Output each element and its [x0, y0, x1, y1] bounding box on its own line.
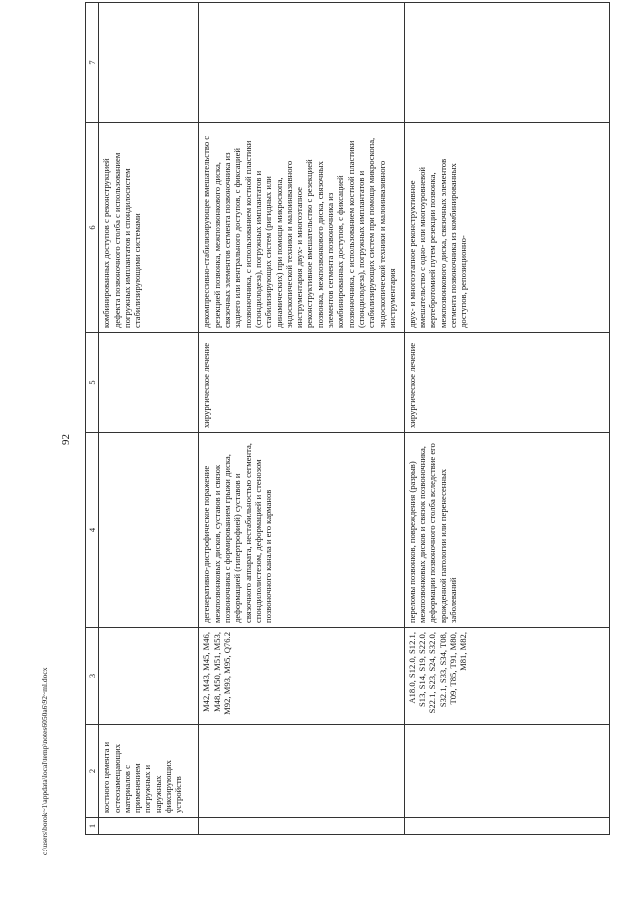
column-header-6: 6 [86, 123, 99, 333]
column-header-1: 1 [86, 818, 99, 835]
table-cell [99, 628, 199, 725]
treatment-type-cell: хирургическое лечение [404, 333, 609, 433]
table-cell [199, 3, 404, 123]
medical-procedures-table-wrapper [85, 20, 610, 835]
procedure-description-cell: двух- и многоэтапное реконструктивное вмешательство с одно- или многоуровневой вертебротомией путем резекции позвонка, межпозвонкового диска, связочных элементов сегмента позвоночника из комбинированных доступов, репозиционно- [404, 123, 609, 333]
table-cell: комбинированных доступов с реконструкцией дефекта позвоночного столба с использованием погружных имплантатов и спондилосистем стабилизирующими системами [99, 123, 199, 333]
medical-procedures-table [85, 2, 610, 835]
table-cell [99, 433, 199, 628]
table-row [199, 3, 404, 835]
treatment-type-cell: хирургическое лечение [199, 333, 404, 433]
table-cell [99, 818, 199, 835]
table-row [404, 3, 609, 835]
column-header-4: 4 [86, 433, 99, 628]
table-cell [199, 818, 404, 835]
table-header-row [86, 3, 99, 835]
page-number: 92 [60, 434, 72, 445]
table-cell [99, 3, 199, 123]
condition-description-cell: переломы позвонков, повреждения (разрыв) межпозвонковых дисков и связок позвоночника, деформации позвоночного столба вследствие его врожденной патологии или перенесенных заболеваний [404, 433, 609, 628]
table-cell [404, 725, 609, 818]
column-header-5: 5 [86, 333, 99, 433]
table-cell [404, 3, 609, 123]
footer-file-path: c:\users\borok~1\appdata\local\temp\notes6050a6\92~ml.docx [40, 667, 49, 855]
table-cell [99, 333, 199, 433]
table-cell [199, 725, 404, 818]
diagnosis-codes-cell: A18.0, S12.0, S12.1, S13, S14, S19, S22.0, S22.1, S23, S24, S32.0, S32.1, S33, S34, T08, T09, T85, T91, M80, M81, M82, [404, 628, 609, 725]
table-row [99, 3, 199, 835]
column-header-7: 7 [86, 3, 99, 123]
table-cell [404, 818, 609, 835]
column-header-3: 3 [86, 628, 99, 725]
table-cell: костного цемента и остеозамещающих материалов с применением погружных и наружных фиксирующих устройств [99, 725, 199, 818]
diagnosis-codes-cell: M42, M43, M45, M46, M48, M50, M51, M53, M92, M93, M95, Q76.2 [199, 628, 404, 725]
column-header-2: 2 [86, 725, 99, 818]
procedure-description-cell: декомпрессивно-стабилизирующее вмешательство с резекцией позвонка, межпозвонкового диска, связочных элементов сегмента позвоночника из заднего или вентрального доступов, с фиксацией позвоночника, с использованием костной пластики (спондилодеза), погружных имплантатов и стабилизирующих систем (ригидных или динамических) при помощи микроскопа, эндоскопической техники и малоинвазивного инструментария двух- и многоэтапное реконструктивное вмешательство с резекцией позвонка, межпозвонкового диска, связочных элементов сегмента позвоночника из комбинированных доступов, с фиксацией позвоночника, с использованием костной пластики (спондилодеза), погружных имплантатов и стабилизирующих систем при помощи микроскопа, эндоскопической техники и малоинвазивного инструментария [199, 123, 404, 333]
condition-description-cell: дегенеративно-дистрофическое поражение межпозвонковых дисков, суставов и связок позвоночника с формированием грыжи диска, деформацией (гипертрофией) суставов и связочного аппарата, нестабильностью сегмента, спондилолистезом, деформацией и стенозом позвоночного канала и его карманов [199, 433, 404, 628]
